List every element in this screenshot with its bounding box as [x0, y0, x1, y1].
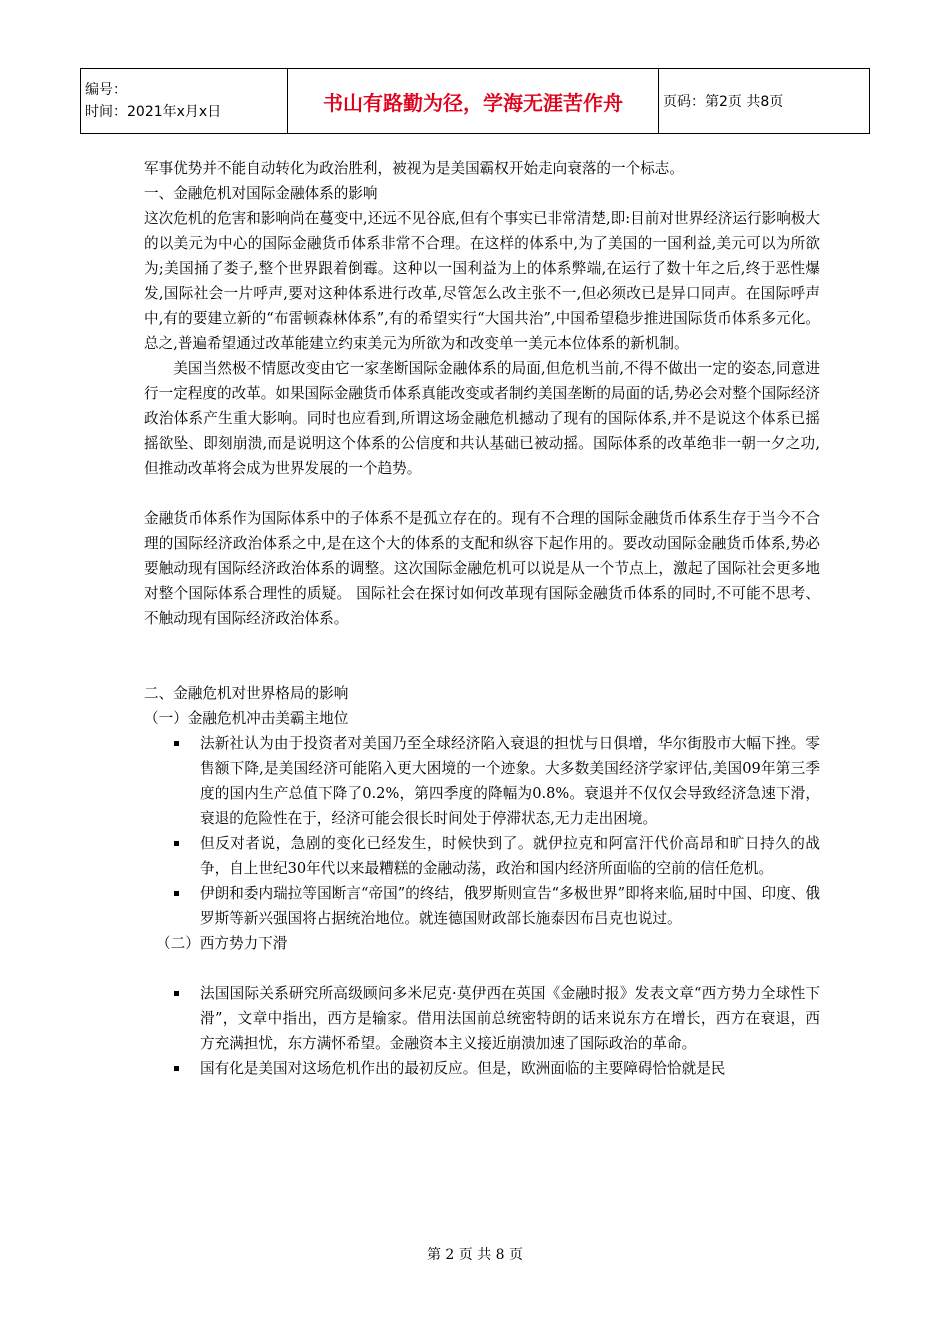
- list-item-text: 但反对者说，急剧的变化已经发生，时候快到了。就伊拉克和阿富汗代价高昂和旷日持久的战争，自上世纪30年代以来最糟糕的金融动荡，政治和国内经济所面临的空前的信任危机。: [200, 835, 820, 877]
- list-item-text: 法新社认为由于投资者对美国乃至全球经济陷入衰退的担忧与日俱增，华尔街股市大幅下挫。零售额下降,是美国经济可能陷入更大困境的一个迹象。大多数美国经济学家评估,美国09年第三季度的国内生产总值下降了0.2%，第四季度的降幅为0.8%。衰退并不仅仅会导致经济急速下滑，衰退的危险性在于，经济可能会很长时间处于停滞状态,无力走出困境。: [200, 735, 820, 827]
- bullet-icon: [174, 1066, 179, 1071]
- header-left-cell: [81, 69, 288, 134]
- bullet-icon: [174, 741, 179, 746]
- list-item-text: 法国国际关系研究所高级顾问多米尼克·莫伊西在英国《金融时报》发表文章“西方势力全球性下滑”，文章中指出，西方是输家。借用法国前总统密特朗的话来说东方在增长，西方在衰退，西方充满担忧，东方满怀希望。金融资本主义接近崩溃加速了国际政治的革命。: [200, 985, 820, 1052]
- header-motto: 书山有路勤为径，学海无涯苦作舟: [288, 69, 659, 134]
- bullet-icon: [174, 991, 179, 996]
- subsection-heading: （一）金融危机冲击美霸主地位: [144, 710, 349, 727]
- list-item-text: 国有化是美国对这场危机作出的最初反应。但是，欧洲面临的主要障碍恰恰就是民: [200, 1060, 726, 1077]
- bullet-icon: [174, 891, 179, 896]
- list-item: [144, 881, 820, 931]
- bullet-icon: [174, 841, 179, 846]
- paragraph: 美国当然极不情愿改变由它一家垄断国际金融体系的局面,但危机当前,不得不做出一定的姿态,同意进行一定程度的改革。如果国际金融货币体系真能改变或者制约美国垄断的局面的话,势必会对整个国际经济政治体系产生重大影响。同时也应看到,所谓这场金融危机撼动了现有的国际体系,并不是说这个体系已摇摇欲坠、即刻崩溃,而是说明这个体系的公信度和共认基础已被动摇。国际体系的改革绝非一朝一夕之功,但推动改革将会成为世界发展的一个趋势。: [144, 360, 820, 477]
- paragraph: 金融货币体系作为国际体系中的子体系不是孤立存在的。现有不合理的国际金融货币体系生存于当今不合理的国际经济政治体系之中,是在这个大的体系的支配和纵容下起作用的。要改动国际金融货币体系,势必要触动现有国际经济政治体系的调整。这次国际金融危机可以说是从一个节点上，激起了国际社会更多地对整个国际体系合理性的质疑。 国际社会在探讨如何改革现有国际金融货币体系的同时,不可能不思考、不触动现有国际经济政治体系。: [144, 510, 820, 627]
- list-item: [144, 981, 820, 1056]
- document-date: 时间：2021年x月x日: [85, 104, 222, 120]
- paragraph: 这次危机的危害和影响尚在蔓变中,还远不见谷底,但有个事实已非常清楚,即:目前对世界经济运行影响极大的以美元为中心的国际金融货币体系非常不合理。在这样的体系中,为了美国的一国利益,美元可以为所欲为;美国捅了娄子,整个世界跟着倒霉。这种以一国利益为上的体系弊端,在运行了数十年之后,终于恶性爆发,国际社会一片呼声,要对这种体系进行改革,尽管怎么改主张不一,但必须改已是异口同声。在国际呼声中,有的要建立新的“布雷顿森林体系”,有的希望实行“大国共治”,中国希望稳步推进国际货币体系多元化。总之,普遍希望通过改革能建立约束美元为所欲为和改变单一美元本位体系的新机制。: [144, 210, 820, 352]
- paragraph: 军事优势并不能自动转化为政治胜利，被视为是美国霸权开始走向衰落的一个标志。: [144, 160, 684, 177]
- section-heading: 一、金融危机对国际金融体系的影响: [144, 185, 378, 202]
- page-footer: 第 2 页 共 8 页: [426, 1247, 524, 1263]
- list-item: [144, 1056, 820, 1081]
- header-table: [80, 68, 870, 134]
- header-page-info: 页码：第2页 共8页: [659, 69, 870, 134]
- list-item-text: 伊朗和委内瑞拉等国断言“帝国”的终结，俄罗斯则宣告“多极世界”即将来临,届时中国、印度、俄罗斯等新兴强国将占据统治地位。就连德国财政部长施泰因布吕克也说过。: [200, 885, 820, 927]
- section-heading: 二、金融危机对世界格局的影响: [144, 685, 349, 702]
- document-body: [144, 156, 820, 1081]
- list-item: [144, 731, 820, 831]
- subsection-heading: （二）西方势力下滑: [156, 935, 288, 952]
- list-item: [144, 831, 820, 881]
- document-number-label: 编号：: [85, 82, 127, 98]
